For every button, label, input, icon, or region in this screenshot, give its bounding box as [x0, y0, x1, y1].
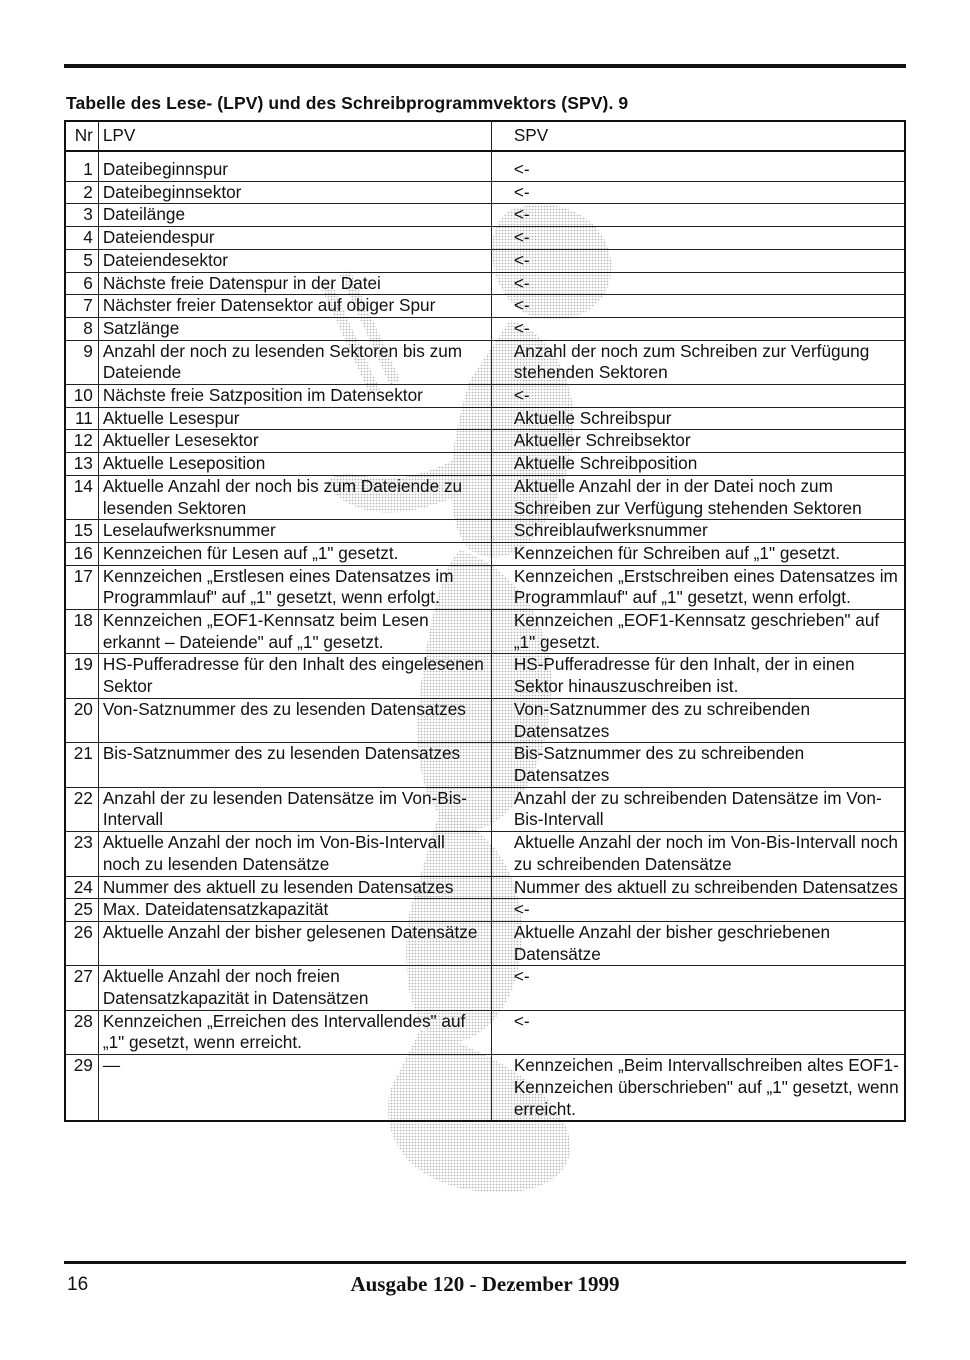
table-row	[65, 385, 905, 408]
row-lpv: Aktuelle Lesespur	[98, 407, 491, 430]
row-lpv: HS-Pufferadresse für den Inhalt des eingelesenen Sektor	[98, 654, 491, 698]
row-lpv: Nächste freie Satzposition im Datensektor	[98, 385, 491, 408]
row-nr: 29	[65, 1055, 98, 1122]
row-spv: Kennzeichen „Erstschreiben eines Datensatzes im Programmlauf" auf „1" gesetzt, wenn erfolgt.	[491, 565, 905, 609]
row-nr: 1	[65, 151, 98, 181]
row-lpv: Aktueller Lesesektor	[98, 430, 491, 453]
row-lpv: Leselaufwerksnummer	[98, 520, 491, 543]
row-nr: 16	[65, 542, 98, 565]
row-nr: 24	[65, 876, 98, 899]
table-row	[65, 832, 905, 876]
table-row	[65, 453, 905, 476]
row-spv: Von-Satznummer des zu schreibenden Datensatzes	[491, 698, 905, 742]
row-lpv: Kennzeichen für Lesen auf „1" gesetzt.	[98, 542, 491, 565]
row-nr: 15	[65, 520, 98, 543]
table-row	[65, 743, 905, 787]
row-spv: Kennzeichen für Schreiben auf „1" gesetzt.	[491, 542, 905, 565]
row-spv: Schreiblaufwerksnummer	[491, 520, 905, 543]
table-row	[65, 899, 905, 922]
row-nr: 6	[65, 272, 98, 295]
table-row	[65, 520, 905, 543]
row-spv: <-	[491, 1010, 905, 1054]
row-lpv: Aktuelle Anzahl der noch im Von-Bis-Intervall noch zu lesenden Datensätze	[98, 832, 491, 876]
row-nr: 17	[65, 565, 98, 609]
row-lpv: Anzahl der zu lesenden Datensätze im Von-Bis-Intervall	[98, 787, 491, 831]
row-nr: 2	[65, 181, 98, 204]
row-spv: Bis-Satznummer des zu schreibenden Datensatzes	[491, 743, 905, 787]
table-row	[65, 966, 905, 1010]
row-nr: 18	[65, 610, 98, 654]
table-row	[65, 249, 905, 272]
row-nr: 21	[65, 743, 98, 787]
page-number: 16	[67, 1274, 89, 1295]
row-spv: Nummer des aktuell zu schreibenden Datensatzes	[491, 876, 905, 899]
row-nr: 11	[65, 407, 98, 430]
row-spv: Aktuelle Schreibposition	[491, 453, 905, 476]
row-spv: <-	[491, 966, 905, 1010]
row-spv: <-	[491, 272, 905, 295]
row-lpv: Nummer des aktuell zu lesenden Datensatzes	[98, 876, 491, 899]
table-row	[65, 227, 905, 250]
row-lpv: Satzlänge	[98, 317, 491, 340]
row-nr: 12	[65, 430, 98, 453]
row-lpv: Dateilänge	[98, 204, 491, 227]
row-spv: <-	[491, 385, 905, 408]
row-spv: <-	[491, 249, 905, 272]
table-row	[65, 475, 905, 519]
table-row	[65, 295, 905, 318]
row-spv: Aktuelle Anzahl der in der Datei noch zum Schreiben zur Verfügung stehenden Sektoren	[491, 475, 905, 519]
row-nr: 13	[65, 453, 98, 476]
row-nr: 27	[65, 966, 98, 1010]
row-spv: Aktuelle Anzahl der bisher geschriebenen Datensätze	[491, 921, 905, 965]
row-spv: <-	[491, 181, 905, 204]
row-nr: 10	[65, 385, 98, 408]
table-row	[65, 151, 905, 181]
row-lpv: Anzahl der noch zu lesenden Sektoren bis zum Dateiende	[98, 340, 491, 384]
row-lpv: —	[98, 1055, 491, 1122]
row-lpv: Dateiendesektor	[98, 249, 491, 272]
row-lpv: Bis-Satznummer des zu lesenden Datensatzes	[98, 743, 491, 787]
bottom-rule	[64, 1261, 906, 1264]
row-spv: <-	[491, 317, 905, 340]
row-spv: <-	[491, 295, 905, 318]
row-lpv: Dateibeginnspur	[98, 151, 491, 181]
row-spv: HS-Pufferadresse für den Inhalt, der in einen Sektor hinauszuschreiben ist.	[491, 654, 905, 698]
row-nr: 28	[65, 1010, 98, 1054]
table-body	[65, 151, 905, 1121]
row-lpv: Aktuelle Anzahl der bisher gelesenen Datensätze	[98, 921, 491, 965]
row-nr: 23	[65, 832, 98, 876]
table-row	[65, 317, 905, 340]
row-lpv: Nächste freie Datenspur in der Datei	[98, 272, 491, 295]
row-lpv: Dateibeginnsektor	[98, 181, 491, 204]
table-row	[65, 272, 905, 295]
row-nr: 8	[65, 317, 98, 340]
table-row	[65, 787, 905, 831]
table-row	[65, 430, 905, 453]
row-nr: 20	[65, 698, 98, 742]
row-lpv: Kennzeichen „Erstlesen eines Datensatzes im Programmlauf" auf „1" gesetzt, wenn erfolgt.	[98, 565, 491, 609]
table-row	[65, 204, 905, 227]
table-header-row	[65, 121, 905, 151]
table-title: Tabelle des Lese- (LPV) und des Schreibprogrammvektors (SPV). 9	[66, 93, 629, 113]
row-spv: Anzahl der noch zum Schreiben zur Verfügung stehenden Sektoren	[491, 340, 905, 384]
row-nr: 3	[65, 204, 98, 227]
table-row	[65, 610, 905, 654]
table-row	[65, 876, 905, 899]
table-row	[65, 654, 905, 698]
top-rule	[64, 64, 906, 68]
row-lpv: Von-Satznummer des zu lesenden Datensatzes	[98, 698, 491, 742]
row-nr: 19	[65, 654, 98, 698]
row-nr: 26	[65, 921, 98, 965]
row-spv: Kennzeichen „Beim Intervallschreiben altes EOF1-Kennzeichen überschrieben" auf „1" gesetzt, wenn erreicht.	[491, 1055, 905, 1122]
table-row	[65, 565, 905, 609]
vector-table	[64, 120, 906, 1122]
header-spv: SPV	[491, 121, 905, 151]
table-row	[65, 1055, 905, 1122]
row-nr: 5	[65, 249, 98, 272]
row-lpv: Max. Dateidatensatzkapazität	[98, 899, 491, 922]
row-spv: Aktueller Schreibsektor	[491, 430, 905, 453]
header-nr: Nr	[65, 121, 98, 151]
row-lpv: Dateiendespur	[98, 227, 491, 250]
header-lpv: LPV	[98, 121, 491, 151]
table-row	[65, 407, 905, 430]
row-nr: 4	[65, 227, 98, 250]
row-spv: Kennzeichen „EOF1-Kennsatz geschrieben" auf „1" gesetzt.	[491, 610, 905, 654]
row-spv: <-	[491, 227, 905, 250]
table-row	[65, 542, 905, 565]
table-row	[65, 921, 905, 965]
row-lpv: Kennzeichen „EOF1-Kennsatz beim Lesen erkannt – Dateiende" auf „1" gesetzt.	[98, 610, 491, 654]
table-row	[65, 698, 905, 742]
row-spv: Anzahl der zu schreibenden Datensätze im Von-Bis-Intervall	[491, 787, 905, 831]
row-spv: <-	[491, 899, 905, 922]
row-lpv: Nächster freier Datensektor auf obiger Spur	[98, 295, 491, 318]
row-lpv: Aktuelle Anzahl der noch freien Datensatzkapazität in Datensätzen	[98, 966, 491, 1010]
row-nr: 22	[65, 787, 98, 831]
row-spv: Aktuelle Schreibspur	[491, 407, 905, 430]
row-nr: 9	[65, 340, 98, 384]
table-row	[65, 340, 905, 384]
row-lpv: Aktuelle Anzahl der noch bis zum Dateiende zu lesenden Sektoren	[98, 475, 491, 519]
row-lpv: Kennzeichen „Erreichen des Intervallendes" auf „1" gesetzt, wenn erreicht.	[98, 1010, 491, 1054]
table-row	[65, 1010, 905, 1054]
row-spv: Aktuelle Anzahl der noch im Von-Bis-Intervall noch zu schreibenden Datensätze	[491, 832, 905, 876]
row-nr: 14	[65, 475, 98, 519]
issue-footer: Ausgabe 120 - Dezember 1999	[350, 1272, 620, 1296]
row-nr: 25	[65, 899, 98, 922]
row-lpv: Aktuelle Leseposition	[98, 453, 491, 476]
row-spv: <-	[491, 151, 905, 181]
row-nr: 7	[65, 295, 98, 318]
row-spv: <-	[491, 204, 905, 227]
table-row	[65, 181, 905, 204]
